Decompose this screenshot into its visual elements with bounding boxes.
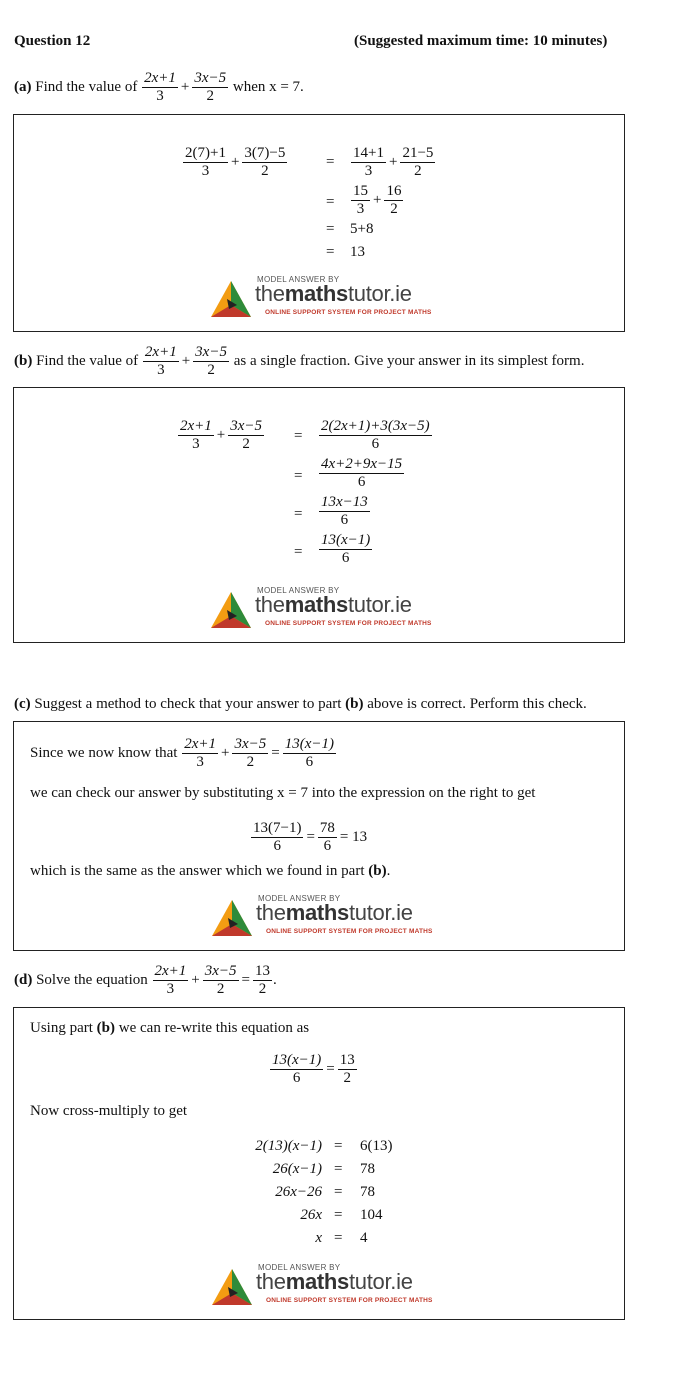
part-a-prompt: (a) Find the value of $\frac{2x+1}{3}$ + $\frac{3x-5}{2}$ when x = 7.: [14, 70, 304, 104]
tutor-logo: MODEL ANSWER BY themathstutor.ie ONLINE SUPPORT SYSTEM FOR PROJECT MATHS: [209, 275, 439, 321]
part-c-answer-box: [13, 721, 625, 951]
part-b-answer-box: $\frac{2x+1}{3}$ + $\frac{3x-5}{2}$ = $\frac{2(2x+1)+3(3x-5)}{6}$ = $\frac{4x+2+9x-15}{6}$ = $\frac{13x-13}{6}$ = $\frac{13(x-1)}{6}$ MODEL ANSWER BY themathstutor.ie ONLINE SUPPORT SYSTEM FOR PROJECT MATHS: [13, 387, 625, 643]
d-row: 2(13)(x−1) = 6(13): [255, 1138, 393, 1154]
d-row: x = 4: [315, 1230, 368, 1246]
d-using: Using part (b) we can re-write this equation as: [30, 1020, 310, 1036]
d-rewritten-eq: $\frac{13(x-1)}{6}$ = $\frac{13}{2}$: [272, 1052, 355, 1086]
d-solution-rows: [214, 1138, 414, 1253]
b-step1: $\frac{2(2x+1)+3(3x-5)}{6}$: [321, 418, 430, 452]
suggested-time: (Suggested maximum time: 10 minutes): [354, 33, 608, 49]
question-title: Question 12: [14, 33, 91, 49]
logo-triangle-icon: [209, 279, 253, 319]
d-row: 26x = 104: [300, 1207, 383, 1223]
part-d-answer-box: [13, 1007, 625, 1320]
d-row: 26(x−1) = 78: [272, 1161, 375, 1177]
c-paragraph: we can check our answer by substituting x = 7 into the expression on the right to get: [30, 785, 536, 801]
c-same: which is the same as the answer which we found in part (b).: [30, 863, 391, 879]
tutor-logo: MODEL ANSWER BY themathstutor.ie ONLINE SUPPORT SYSTEM FOR PROJECT MATHS: [210, 1263, 440, 1309]
a-step2: $\frac{15}{3}$ + $\frac{16}{2}$: [353, 183, 402, 217]
d-row: 26x−26 = 78: [275, 1184, 375, 1200]
b-step2: $\frac{4x+2+9x-15}{6}$: [321, 456, 403, 490]
logo-triangle-icon: [210, 1267, 254, 1307]
tutor-logo: MODEL ANSWER BY themathstutor.ie ONLINE SUPPORT SYSTEM FOR PROJECT MATHS: [210, 894, 440, 940]
part-d-prompt: (d) Solve the equation $\frac{2x+1}{3}$ + $\frac{3x-5}{2}$ = $\frac{13}{2}$ .: [14, 963, 277, 997]
tutor-logo: MODEL ANSWER BY themathstutor.ie ONLINE SUPPORT SYSTEM FOR PROJECT MATHS: [209, 586, 439, 632]
a-step1: $\frac{2(7)+1}{3}$ + $\frac{3(7)-5}{2}$: [185, 145, 286, 179]
part-c-prompt: (c) Suggest a method to check that your answer to part (b) above is correct. Perform this check.: [14, 696, 587, 712]
b-lhs: $\frac{2x+1}{3}$ + $\frac{3x-5}{2}$: [180, 418, 263, 452]
c-since: Since we now know that $\frac{2x+1}{3}$ + $\frac{3x-5}{2}$ = $\frac{13(x-1)}{6}$: [30, 736, 335, 770]
c-check: $\frac{13(7-1)}{6}$ = $\frac{78}{6}$ = 13: [253, 820, 368, 854]
b-step3: $\frac{13x-13}{6}$: [321, 494, 368, 528]
a-step1-rhs: $\frac{14+1}{3}$ + $\frac{21-5}{2}$: [353, 145, 434, 179]
b-step4: $\frac{13(x-1)}{6}$: [321, 532, 371, 566]
a-step3: 5+8: [350, 221, 374, 237]
a-step4: 13: [350, 244, 365, 260]
part-a-answer-box: $\frac{2(7)+1}{3}$ + $\frac{3(7)-5}{2}$ = $\frac{14+1}{3}$ + $\frac{21-5}{2}$ = $\frac{15}{3}$ + $\frac{16}{2}$ = 5+8 = 13 MODEL ANSWER BY themathstutor.ie ONLINE SUPPORT SYSTEM FOR PROJECT MATHS: [13, 114, 625, 332]
part-b-prompt: (b) Find the value of $\frac{2x+1}{3}$ + $\frac{3x-5}{2}$ as a single fraction. Give your answer in its simplest form.: [14, 344, 585, 378]
logo-triangle-icon: [209, 590, 253, 630]
logo-triangle-icon: [210, 898, 254, 938]
d-cross: Now cross-multiply to get: [30, 1103, 188, 1119]
